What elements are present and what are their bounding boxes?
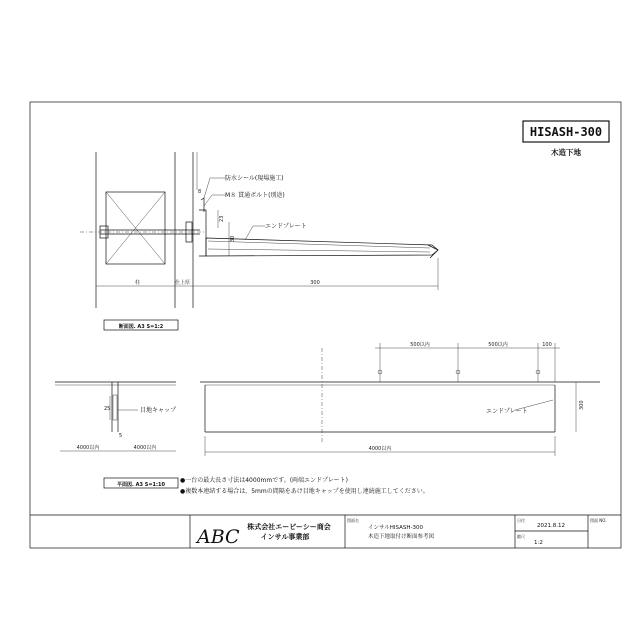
plan-view-full (200, 341, 600, 456)
date-label: 日付 (517, 518, 525, 523)
drawing-name-label: 図面名 (347, 518, 359, 523)
date-value: 2021.8.12 (537, 523, 565, 529)
section-caption: 断面図. A3 S=1:2 (118, 324, 164, 330)
dim-5: 5 (119, 433, 123, 439)
canopy-inner-line-2 (208, 249, 430, 252)
notes (180, 476, 429, 495)
dim-300: 300 (310, 280, 320, 286)
company-name: 株式会社エービーシー商会 (247, 523, 331, 531)
plan-view-joint (55, 382, 178, 488)
note-2: ●複数本連結する場合は、5mmの間隔をあけ目地キャップを使用し連続施工してください。 (180, 488, 429, 495)
dim-500-a: 500以内 (410, 342, 430, 348)
seal-label: 防水シール(現場施工) (225, 175, 284, 182)
scale-value: 1:2 (534, 540, 543, 546)
seal-leader (204, 178, 210, 198)
plan-caption: 平面図. A3 S=1:10 (117, 482, 165, 488)
dim-25: 25 (104, 406, 111, 412)
model-name: HISASH-300 (529, 125, 603, 139)
dim-23: 23 (219, 215, 225, 222)
joint-cap (113, 395, 117, 420)
canopy-inner-line-1 (208, 241, 430, 248)
end-plate-label: エンドプレート (265, 223, 307, 230)
dim-30: 30 (230, 235, 236, 242)
end-plate-tip (428, 245, 438, 258)
title-block (30, 515, 621, 548)
end-plate-leader (245, 226, 253, 240)
drawing-name-1: インサルHISASH-300 (368, 525, 423, 531)
drawing-no-label: 図面 NO. (590, 518, 607, 523)
dim-4000-right: 4000以内 (133, 445, 157, 451)
dim-8: 8 (198, 189, 202, 195)
drawing-name-2: 木造下地取付け断面参考図 (368, 534, 435, 540)
dim-300-plan: 300 (579, 400, 585, 410)
bracket (199, 210, 206, 256)
company-logo: ABC (197, 526, 240, 548)
finish-label: 仕上厚 (175, 280, 191, 286)
model-title-box (523, 121, 609, 157)
end-plate-label-plan: エンドプレート (486, 408, 528, 415)
dim-4000-total: 4000以内 (368, 446, 392, 452)
pillar-label: 柱 (135, 280, 141, 286)
dim-500-b: 500以内 (488, 342, 508, 348)
substrate-label: 木造下地 (551, 148, 581, 157)
dim-100: 100 (542, 342, 552, 348)
dim-4000-left: 4000以内 (76, 445, 100, 451)
scale-label: 縮尺 (517, 534, 525, 539)
division-name: インサル事業部 (260, 533, 310, 541)
bolt-leader (204, 195, 212, 206)
section-view (80, 152, 438, 330)
bolt-label: M８ 貫通ボルト(別途) (225, 192, 285, 199)
joint-cap-label: 目地キャップ (140, 407, 177, 414)
note-1: ●一台の最大長さ寸法は4000mmです。(両端エンドプレート) (180, 477, 348, 484)
